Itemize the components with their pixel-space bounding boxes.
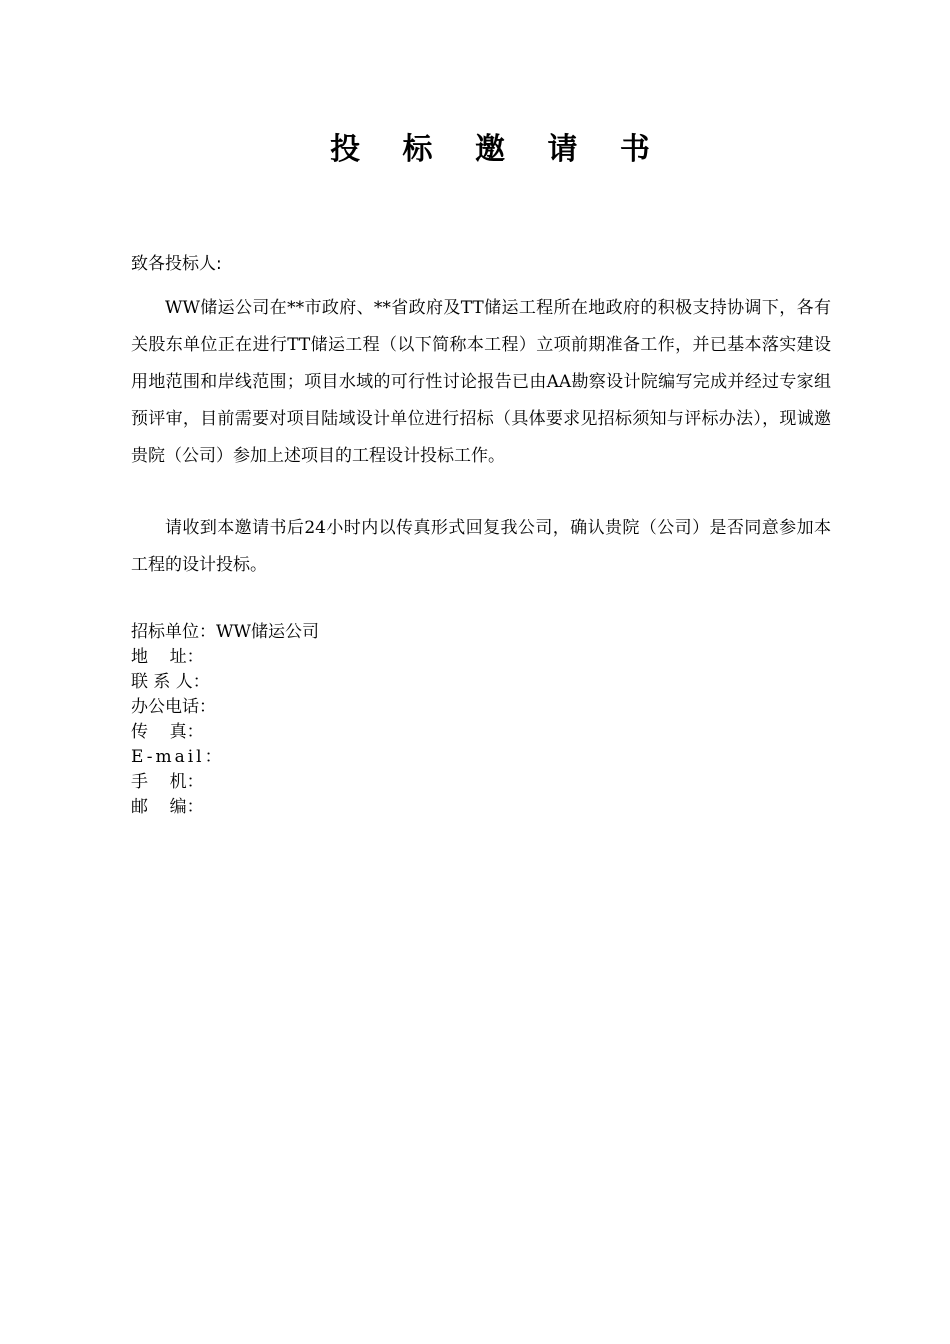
body-paragraph-1: WW储运公司在**市政府、**省政府及TT储运工程所在地政府的积极支持协调下，各有关股东单位正在进行TT储运工程（以下简称本工程）立项前期准备工作，并已基本落实建设用地范围和岸线范围；项目水域的可行性讨论报告已由AA勘察设计院编写完成并经过专家组预评审，目前需要对项目陆域设计单位进行招标（具体要求见招标须知与评标办法），现诚邀贵院（公司）参加上述项目的工程设计投标工作。 (131, 298, 831, 466)
contact-label: 招标单位： (131, 622, 216, 642)
contact-info-block (131, 620, 319, 820)
contact-value: WW储运公司 (216, 622, 319, 642)
contact-line-fax (131, 720, 319, 745)
contact-label: 邮 编： (131, 797, 204, 817)
contact-label: 传 真： (131, 722, 204, 742)
contact-label: 联 系 人： (131, 672, 210, 692)
salutation: 致各投标人: (131, 254, 222, 274)
body-paragraph-2: 请收到本邀请书后24小时内以传真形式回复我公司，确认贵院（公司）是否同意参加本工程的设计投标。 (131, 518, 831, 575)
contact-label: 办公电话： (131, 697, 216, 717)
contact-line-email (131, 745, 319, 770)
contact-label: 手 机： (131, 772, 204, 792)
contact-label: 地 址： (131, 647, 204, 667)
contact-line-mobile (131, 770, 319, 795)
document-title: 投 标 邀 请 书 (330, 132, 666, 167)
contact-line-postcode (131, 795, 319, 820)
contact-line-office-phone (131, 695, 319, 720)
contact-line-tender-unit (131, 620, 319, 645)
contact-label: E-mail： (131, 747, 225, 767)
contact-line-address (131, 645, 319, 670)
contact-line-contact-person (131, 670, 319, 695)
